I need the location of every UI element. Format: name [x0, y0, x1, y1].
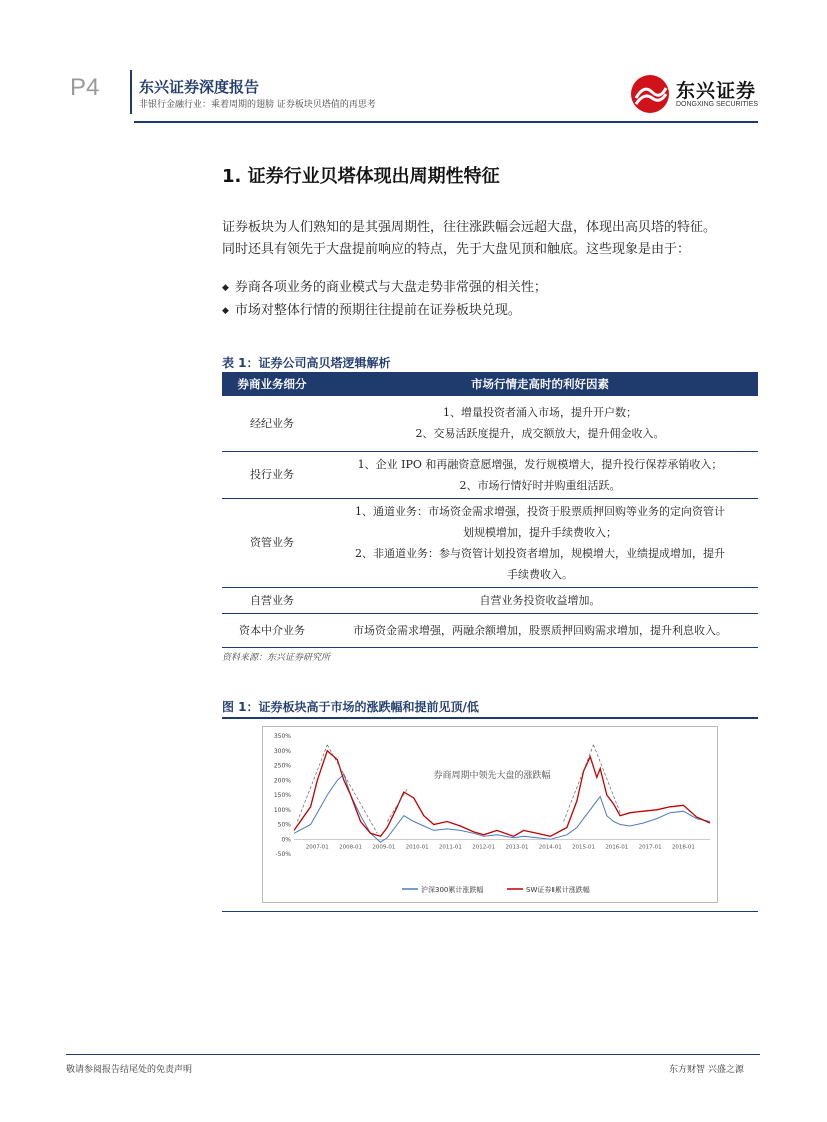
x-tick-label: 2013-01	[505, 844, 529, 851]
x-tick-label: 2010-01	[405, 844, 429, 851]
legend-label-sw: SW证券Ⅱ累计涨跌幅	[526, 886, 590, 894]
table-row	[222, 613, 758, 647]
table-header-factors: 市场行情走高时的利好因素	[322, 372, 758, 396]
x-tick-label: 2007-01	[305, 844, 329, 851]
row-category: 资管业务	[222, 498, 322, 587]
desc-line: 手续费收入。	[507, 567, 573, 581]
logo-subtext: DONGXING SECURITIES	[676, 101, 759, 108]
table-row	[222, 396, 758, 451]
chart-svg	[262, 726, 718, 903]
x-tick-label: 2009-01	[372, 844, 396, 851]
desc-line: 自营业务投资收益增加。	[479, 593, 601, 607]
table-source: 资料来源：东兴证券研究所	[222, 653, 331, 663]
section-title: 1. 证券行业贝塔体现出周期性特征	[222, 166, 500, 187]
row-description	[322, 498, 758, 587]
footer-rule	[66, 1054, 760, 1055]
row-category: 自营业务	[222, 587, 322, 613]
y-tick-label: 350%	[273, 733, 291, 740]
x-tick-label: 2014-01	[538, 844, 562, 851]
header-rule	[134, 121, 758, 123]
desc-line: 1、企业 IPO 和再融资意愿增强，发行规模增大，提升投行保荐承销收入；	[357, 457, 723, 471]
bullet-item-1	[222, 276, 547, 295]
bullet-text: 券商各项业务的商业模式与大盘走势非常强的相关性；	[234, 280, 547, 295]
table-header-category: 券商业务细分	[222, 372, 322, 396]
logo-mark-icon	[630, 74, 670, 114]
x-tick-label: 2016-01	[605, 844, 629, 851]
y-tick-label: -50%	[275, 851, 291, 858]
table-row	[222, 498, 758, 587]
bullet-item-2	[222, 299, 521, 318]
figure-title: 图 1：证券板块高于市场的涨跌幅和提前见顶/低	[222, 700, 479, 714]
y-tick-label: 250%	[273, 762, 291, 770]
header-divider	[130, 70, 132, 114]
bullet-diamond-icon: ◆	[222, 306, 229, 316]
x-tick-label: 2011-01	[438, 844, 462, 851]
desc-line: 划规模增加，提升手续费收入；	[463, 525, 617, 539]
table-title: 表 1：证券公司高贝塔逻辑解析	[222, 356, 391, 370]
company-logo	[630, 72, 760, 116]
chart-frame	[263, 727, 718, 903]
y-tick-label: 300%	[273, 747, 291, 755]
x-tick-label: 2017-01	[638, 844, 662, 851]
chart-annotation: 券商周期中领先大盘的涨跌幅	[433, 771, 551, 781]
y-tick-label: 50%	[277, 821, 291, 829]
desc-line: 市场资金需求增强，两融余额增加，股票质押回购需求增加，提升利息收入。	[353, 623, 727, 637]
report-subtitle: 非银行金融行业：乘着周期的翅膀 证券板块贝塔值的再思考	[139, 100, 376, 110]
row-description	[322, 396, 758, 451]
page-number: P4	[70, 74, 100, 101]
desc-line: 2、非通道业务：参与资管计划投资者增加，规模增大，业绩提成增加，提升	[355, 546, 725, 560]
row-description	[322, 587, 758, 613]
figure-rule-bottom	[222, 911, 758, 912]
x-tick-label: 2018-01	[671, 844, 695, 851]
desc-line: 2、市场行情好时并购重组活跃。	[459, 478, 621, 492]
paragraph-line-1: 证券板块为人们熟知的是其强周期性，往往涨跌幅会远超大盘，体现出高贝塔的特征。	[222, 220, 717, 235]
footer-disclaimer: 敬请参阅报告结尾处的免责声明	[66, 1065, 193, 1075]
table-row	[222, 587, 758, 613]
row-category: 资本中介业务	[222, 613, 322, 647]
figure-rule-top	[222, 717, 758, 719]
x-tick-label: 2008-01	[339, 844, 363, 851]
row-description	[322, 451, 758, 498]
row-category: 经纪业务	[222, 396, 322, 451]
section-paragraph	[222, 217, 762, 261]
logo-text: 东兴证券	[676, 80, 757, 102]
footer-slogan: 东方财智 兴盛之源	[669, 1065, 744, 1075]
line-chart	[262, 726, 718, 903]
table-header-row	[222, 372, 758, 396]
table-row	[222, 451, 758, 498]
bullet-diamond-icon: ◆	[222, 283, 229, 293]
report-title: 东兴证券深度报告	[139, 78, 260, 96]
y-tick-label: 200%	[273, 777, 291, 785]
legend-label-hs300: 沪深300累计涨跌幅	[421, 886, 484, 894]
bullet-text: 市场对整体行情的预期往往提前在证券板块兑现。	[234, 303, 521, 318]
y-tick-label: 100%	[273, 806, 291, 814]
y-tick-label: 0%	[281, 836, 291, 844]
y-tick-label: 150%	[273, 792, 291, 799]
row-description	[322, 613, 758, 647]
row-category: 投行业务	[222, 451, 322, 498]
desc-line: 1、通道业务：市场资金需求增强，投资于股票质押回购等业务的定向资管计	[355, 504, 725, 518]
desc-line: 1、增量投资者涌入市场，提升开户数；	[443, 406, 637, 420]
x-tick-label: 2012-01	[472, 844, 496, 851]
business-table	[222, 372, 758, 648]
desc-line: 2、交易活跃度提升，成交额放大，提升佣金收入。	[415, 427, 665, 441]
x-tick-label: 2015-01	[572, 844, 596, 851]
paragraph-line-2: 同时还具有领先于大盘提前响应的特点，先于大盘见顶和触底。这些现象是由于：	[222, 242, 691, 257]
